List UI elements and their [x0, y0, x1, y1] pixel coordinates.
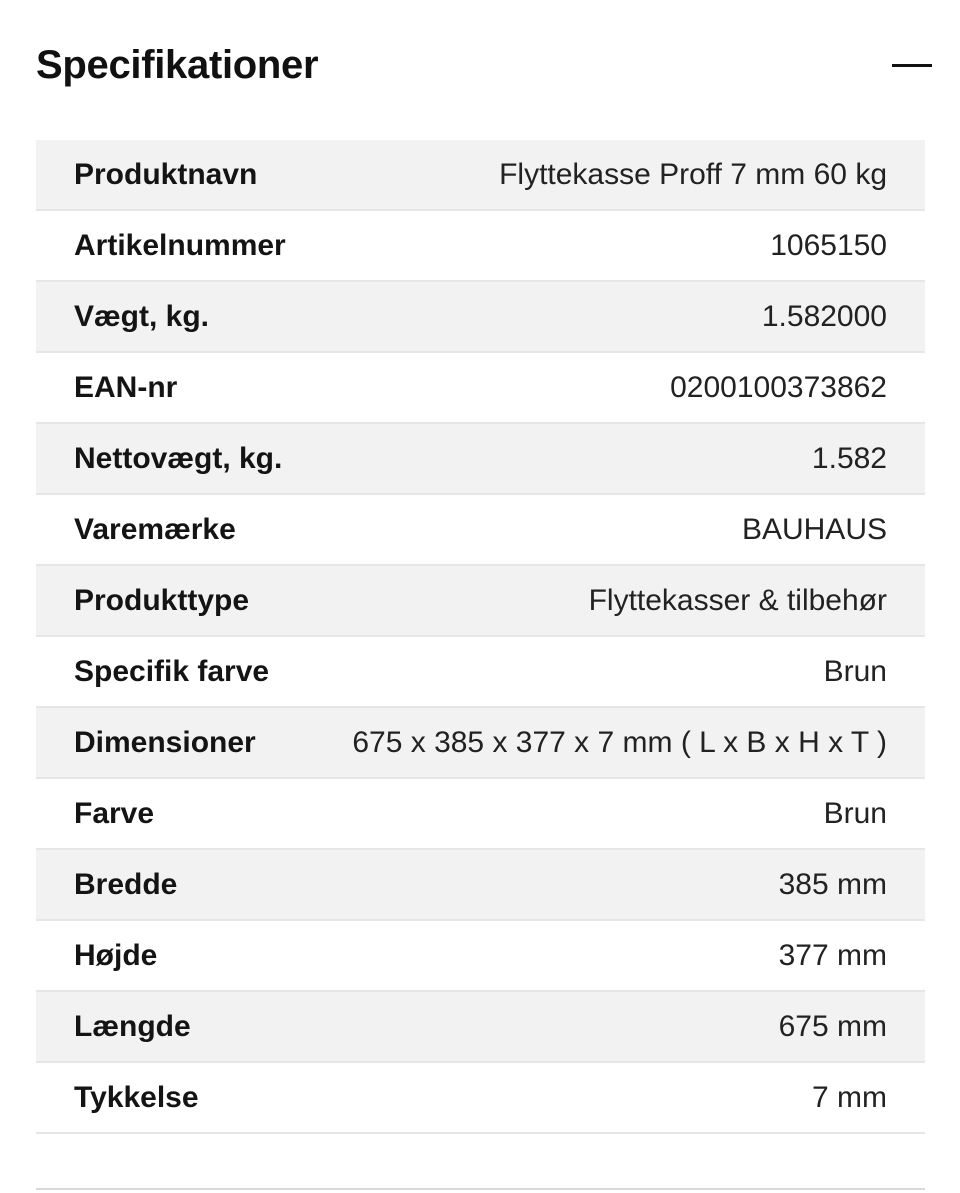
- spec-value: Brun: [823, 796, 887, 830]
- spec-value: BAUHAUS: [741, 512, 887, 546]
- spec-label: Produkttype: [74, 583, 250, 617]
- spec-label: Dimensioner: [74, 725, 256, 759]
- section-title: Specifikationer: [36, 42, 319, 87]
- spec-row-specifik-farve: [36, 637, 925, 708]
- spec-label: Varemærke: [74, 512, 236, 546]
- spec-row-vaegt: [36, 282, 925, 353]
- spec-row-hoejde: [36, 921, 925, 992]
- spec-label: Vægt, kg.: [74, 299, 210, 333]
- spec-label: Produktnavn: [74, 157, 258, 191]
- spec-value: 1.582000: [761, 299, 887, 333]
- spec-row-ean-nr: [36, 353, 925, 424]
- spec-label: Længde: [74, 1009, 191, 1043]
- collapse-button[interactable]: [878, 45, 932, 85]
- spec-label: Artikelnummer: [74, 228, 286, 262]
- specifications-table: [36, 140, 925, 1134]
- spec-row-laengde: [36, 992, 925, 1063]
- spec-row-varemaerke: [36, 495, 925, 566]
- spec-value: 675 mm: [778, 1009, 887, 1043]
- spec-row-dimensioner: [36, 708, 925, 779]
- spec-value: 385 mm: [778, 867, 887, 901]
- spec-row-bredde: [36, 850, 925, 921]
- spec-value: 0200100373862: [670, 370, 887, 404]
- spec-value: 1.582: [811, 441, 887, 475]
- spec-label: EAN-nr: [74, 370, 178, 404]
- minus-icon: [892, 64, 932, 67]
- spec-value: Flyttekasser & tilbehør: [588, 583, 887, 617]
- spec-label: Højde: [74, 938, 158, 972]
- spec-value: 1065150: [770, 228, 887, 262]
- spec-label: Bredde: [74, 867, 178, 901]
- spec-value: Flyttekasse Proff 7 mm 60 kg: [499, 157, 887, 191]
- spec-label: Nettovægt, kg.: [74, 441, 283, 475]
- spec-row-produktnavn: [36, 140, 925, 211]
- spec-value: 675 x 385 x 377 x 7 mm ( L x B x H x T ): [352, 725, 887, 759]
- spec-label: Farve: [74, 796, 155, 830]
- spec-row-tykkelse: [36, 1063, 925, 1134]
- section-divider: [36, 1188, 925, 1190]
- spec-row-produkttype: [36, 566, 925, 637]
- specifications-header[interactable]: [36, 30, 924, 100]
- spec-label: Specifik farve: [74, 654, 270, 688]
- spec-row-artikelnummer: [36, 211, 925, 282]
- spec-label: Tykkelse: [74, 1080, 199, 1114]
- spec-value: 7 mm: [812, 1080, 887, 1114]
- spec-row-farve: [36, 779, 925, 850]
- spec-value: Brun: [823, 654, 887, 688]
- spec-value: 377 mm: [778, 938, 887, 972]
- spec-row-nettovaegt: [36, 424, 925, 495]
